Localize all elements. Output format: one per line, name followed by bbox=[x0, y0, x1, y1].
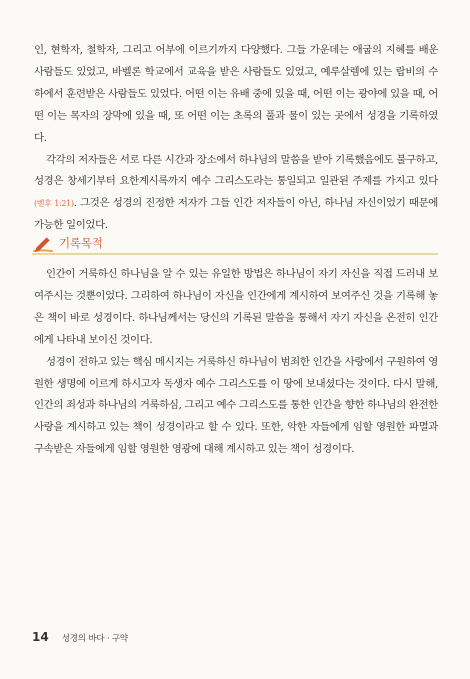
paragraph bbox=[34, 150, 438, 238]
page-number: 14 bbox=[32, 630, 49, 644]
paragraph: 인, 현학자, 철학자, 그리고 어부에 이르기까지 다양했다. 그들 가운데는 애굽의 지혜를 배운 사람들도 있었고, 바벨론 학교에서 교육을 받은 사람들도 있었고, 예루살렘에 있는 랍비의 수하에서 훈련받은 사람들도 있었다. 어떤 이는 유배 중에 있을 때, 어떤 이는 광야에 있을 때, 어떤 이는 목자의 장막에 있을 때, 또 어떤 이는 초록의 풀과 물이 있는 곳에서 성경을 기록하였다. bbox=[34, 44, 438, 144]
section-divider bbox=[32, 253, 438, 255]
section-title: 기록목적 bbox=[59, 236, 103, 250]
bible-reference: (벧후 1:21) bbox=[34, 199, 74, 209]
paragraph-text: 각각의 저자들은 서로 다른 시간과 장소에서 하나님의 말씀을 받아 기록했음에도 불구하고, 성경은 창세기부터 요한계시록까지 예수 그리스도라는 통일되고 일관된 주제를 가지고 있다 bbox=[34, 153, 438, 188]
paragraph: 인간이 거룩하신 하나님을 알 수 있는 유일한 방법은 하나님이 자기 자신을 직접 드러내 보여주시는 것뿐이었다. 그리하여 하나님이 자신을 인간에게 계시하여 보여주신 것을 기록해 놓은 책이 바로 성경이다. 하나님께서는 당신의 기록된 말씀을 통해서 자기 자신을 온전히 인간에게 나타내 보이신 것이다. bbox=[34, 268, 438, 346]
body-text-top bbox=[34, 40, 438, 237]
paragraph: 성경이 전하고 있는 핵심 메시지는 거룩하신 하나님이 범죄한 인간을 사랑에서 구원하여 영원한 생명에 이르게 하시고자 독생자 예수 그리스도를 이 땅에 보내셨다는 것이다. 다시 말해, 인간의 죄성과 하나님의 거룩하심, 그리고 예수 그리스도를 통한 인간을 향한 하나님의 완전한 사랑을 계시하고 있는 책이 성경이라고 할 수 있다. 또한, 악한 자들에게 임할 영원한 파멸과 구속받은 자들에게 임할 영원한 영광에 대해 계시하고 있는 책이 성경이다. bbox=[34, 355, 438, 456]
running-title: 성경의 바다 · 구약 bbox=[61, 634, 128, 644]
pen-icon bbox=[32, 234, 54, 254]
page-footer bbox=[32, 626, 128, 645]
section-header bbox=[32, 232, 438, 258]
body-text-section bbox=[34, 264, 438, 461]
paragraph-text: . 그것은 성경의 진정한 저자가 그들 인간 저자들이 아닌, 하나님 자신이었기 때문에 가능한 일이었다. bbox=[34, 197, 438, 232]
